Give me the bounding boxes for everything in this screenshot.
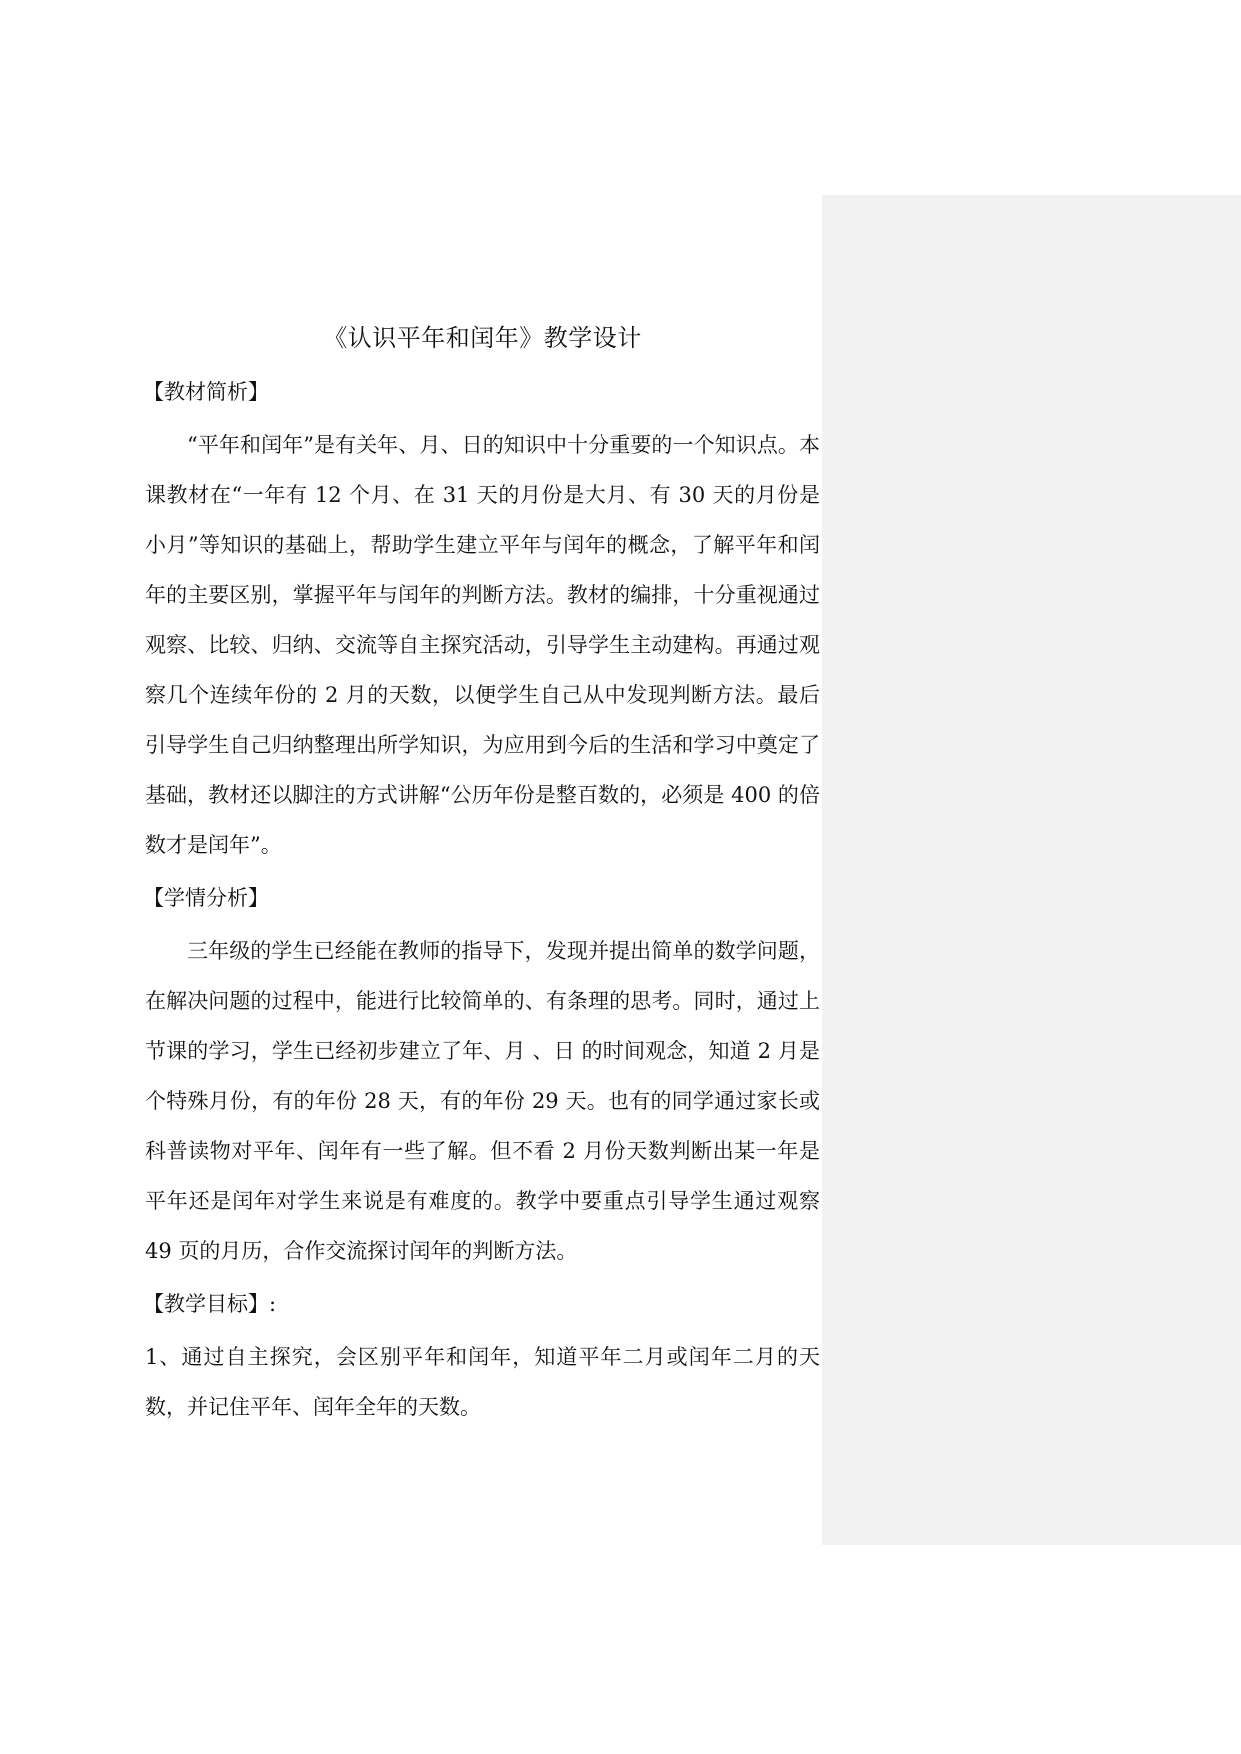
document-title: 《认识平年和闰年》教学设计 [323, 324, 642, 352]
comment-margin-pane [822, 195, 1241, 1545]
section-heading-textbook-analysis: 【教材简析】 [143, 380, 269, 404]
section-heading-teaching-objectives: 【教学目标】: [143, 1292, 277, 1316]
paragraph-student-analysis: 三年级的学生已经能在教师的指导下，发现并提出简单的数学问题，在解决问题的过程中，能进行比较简单的、有条理的思考。同时，通过上节课的学习，学生已经初步建立了年、月 、日 的时间观念，知道 2 月是个特殊月份，有的年份 28 天，有的年份 29 天。也有的同学通过家长或科普读物对平年、闰年有一些了解。但不看 2 月份天数判断出某一年是平年还是闰年对学生来说是有难度的。教学中要重点引导学生通过观察 49 页的月历，合作交流探讨闰年的判断方法。 [145, 939, 820, 1263]
document-body [145, 318, 820, 1432]
section-heading-student-analysis: 【学情分析】 [143, 886, 269, 910]
paragraph-objective-1: 1、通过自主探究，会区别平年和闰年，知道平年二月或闰年二月的天数，并记住平年、闰年全年的天数。 [145, 1345, 820, 1419]
paragraph-textbook-analysis: “平年和闰年”是有关年、月、日的知识中十分重要的一个知识点。本课教材在“一年有 12 个月、在 31 天的月份是大月、有 30 天的月份是小月”等知识的基础上，帮助学生建立平年与闰年的概念，了解平年和闰年的主要区别，掌握平年与闰年的判断方法。教材的编排，十分重视通过观察、比较、归纳、交流等自主探究活动，引导学生主动建构。再通过观察几个连续年份的 2 月的天数，以便学生自己从中发现判断方法。最后引导学生自己归纳整理出所学知识，为应用到今后的生活和学习中奠定了基础，教材还以脚注的方式讲解“公历年份是整百数的，必须是 400 的倍数才是闰年”。 [145, 433, 820, 857]
